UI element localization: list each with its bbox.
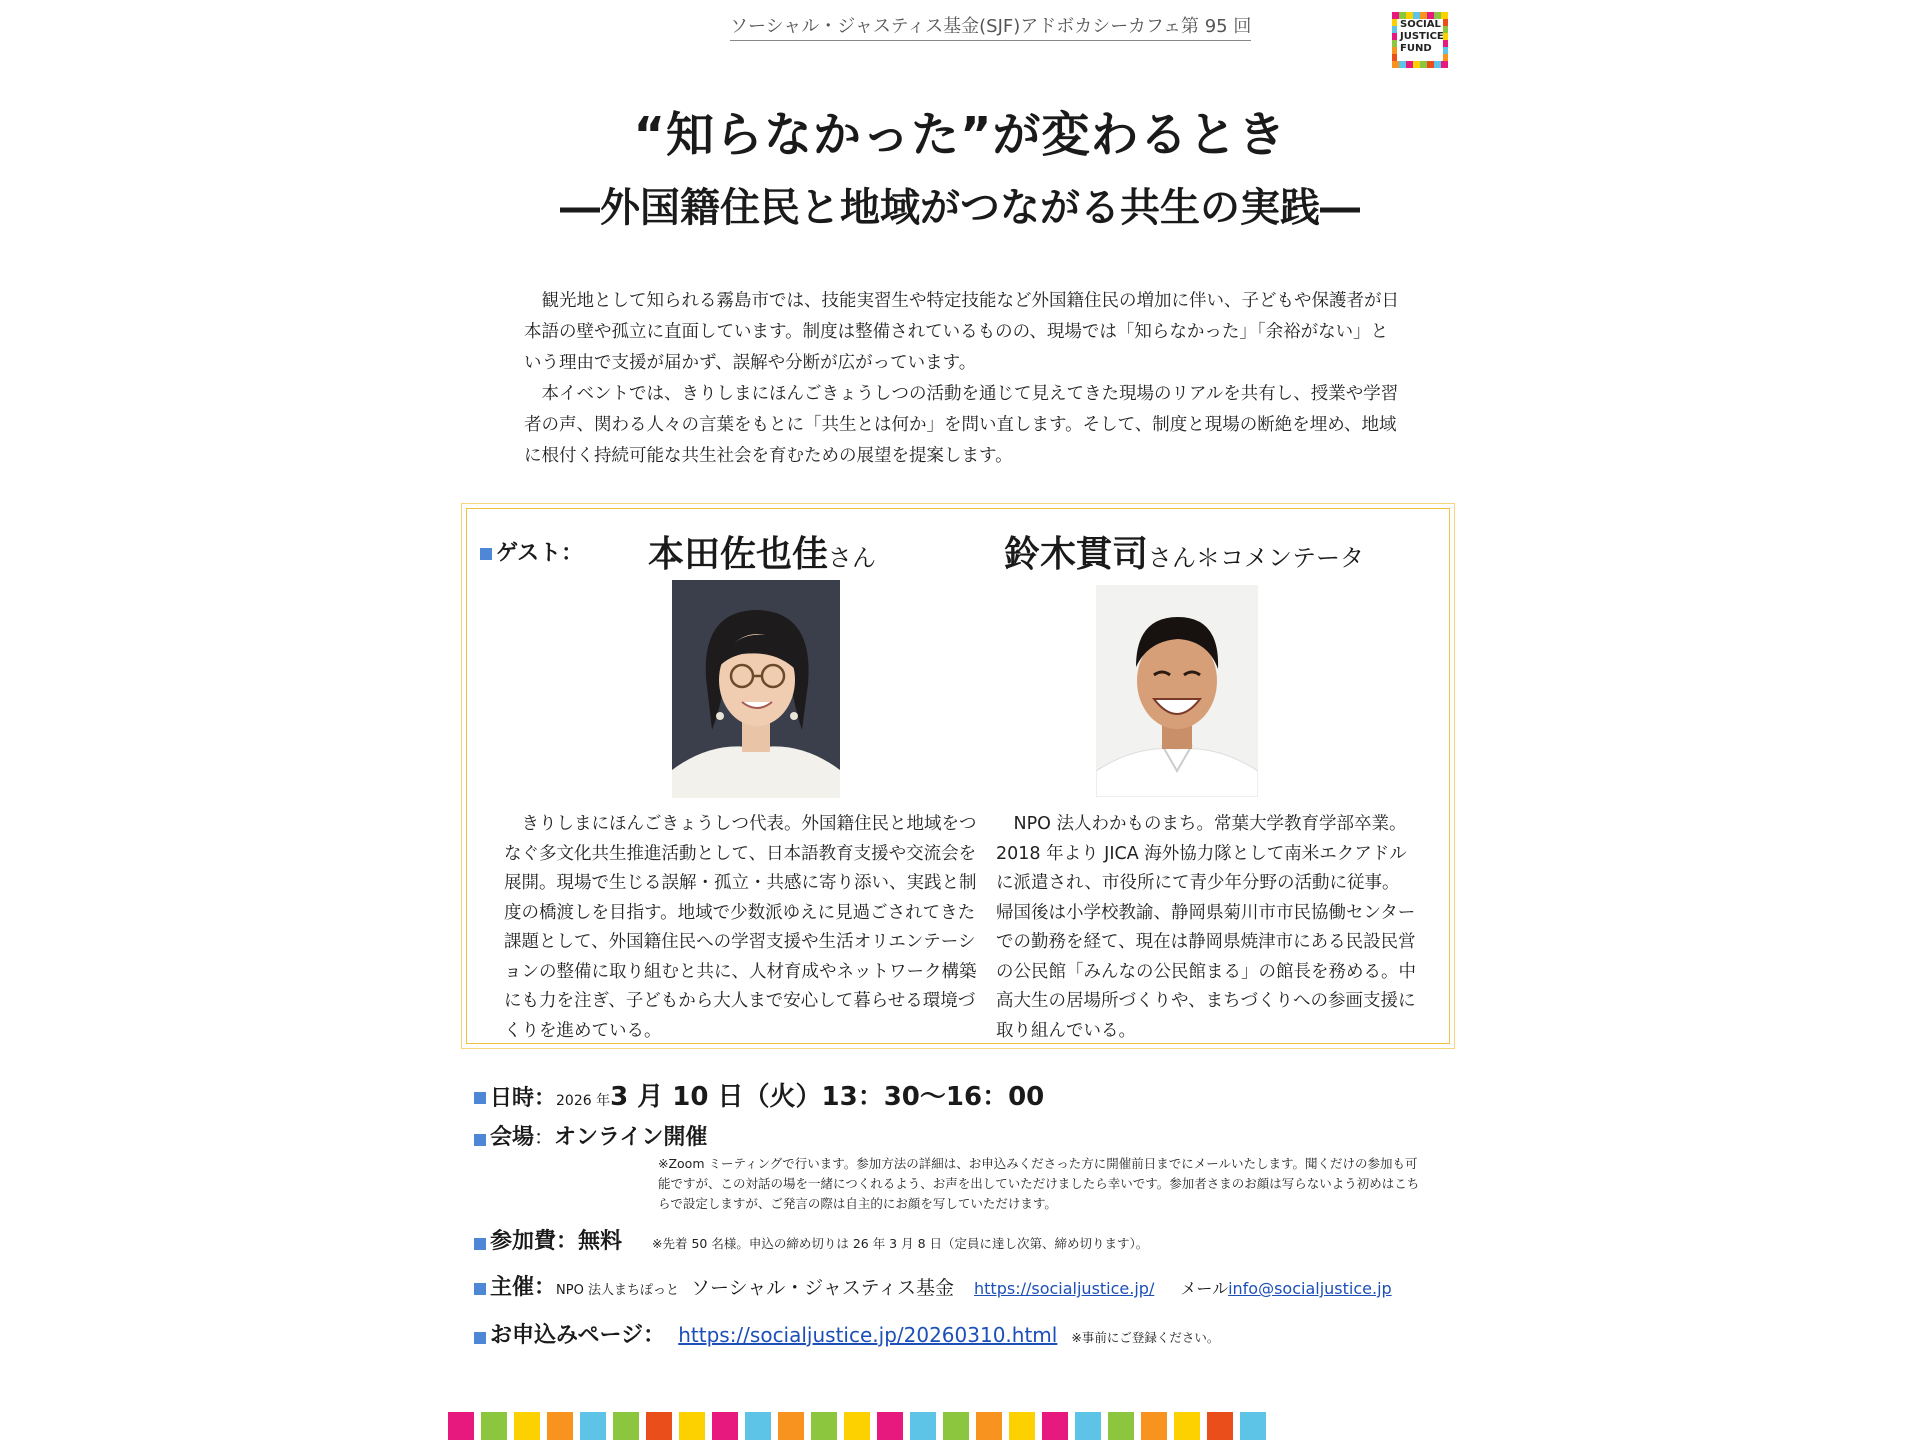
color-strip-block [646, 1412, 672, 1440]
intro-paragraph: 本イベントでは、きりしまにほんごきょうしつの活動を通じて見えてきた現場のリアルを共有し、授業や学習者の声、関わる人々の言葉をもとに「共生とは何か」を問い直します。そして、制度と現場の断絶を埋め、地域に根付く持続可能な共生社会を育むための展望を提案します。 [524, 384, 1399, 466]
color-strip-block [877, 1412, 903, 1440]
event-date-row [474, 1076, 1044, 1113]
bullet-square-icon [474, 1283, 486, 1295]
apply-row [474, 1318, 1219, 1349]
apply-page-link[interactable]: https://socialjustice.jp/20260310.html [678, 1323, 1058, 1347]
bullet-square-icon [480, 548, 492, 560]
date-year: 2026 年 [556, 1093, 611, 1109]
guest2-photo [1096, 585, 1258, 797]
date-value: 3 月 10 日（火）13：30～16：00 [610, 1082, 1045, 1112]
color-strip-block [910, 1412, 936, 1440]
apply-label: お申込みページ： [490, 1323, 666, 1348]
color-strip-block [481, 1412, 507, 1440]
fee-label: 参加費：無料 [490, 1229, 623, 1254]
bullet-square-icon [474, 1332, 486, 1344]
fee-row [474, 1224, 1148, 1255]
fee-note: ※先着 50 名様。申込の締め切りは 26 年 3 月 8 日（定員に達し次第、締め切ります）。 [652, 1236, 1149, 1251]
date-label: 日時： [490, 1086, 557, 1111]
color-strip-block [448, 1412, 474, 1440]
bullet-square-icon [474, 1134, 486, 1146]
mail-label: メール [1180, 1279, 1229, 1298]
color-strip-block [1240, 1412, 1266, 1440]
guest1-honorific: さん [828, 544, 877, 572]
organizer-row [474, 1270, 1392, 1301]
color-strip-block [1207, 1412, 1233, 1440]
co-organizer: NPO 法人まちぽっと [556, 1283, 679, 1298]
organizer-email-link[interactable]: info@socialjustice.jp [1228, 1279, 1392, 1298]
zoom-note: ※Zoom ミーティングで行います。参加方法の詳細は、お申込みくださった方に開催前日までにメールいたします。聞くだけの参加も可能ですが、この対話の場を一緒につくれるよう、お声を出していただけましたら幸いです。参加者さまのお顔は写らないよう初めはこちらで設定しますが、ご発言の際は自主的にお顔を写していただけます。 [658, 1156, 1420, 1211]
guest2-name-text: 鈴木貫司 [1004, 534, 1149, 575]
event-series-header: ソーシャル・ジャスティス基金(SJF)アドボカシーカフェ第 95 回 [730, 12, 1251, 41]
decorative-color-strip [448, 1412, 1273, 1440]
color-strip-block [580, 1412, 606, 1440]
color-strip-block [976, 1412, 1002, 1440]
guest1-bio [504, 810, 984, 1046]
guest1-bio-text: きりしまにほんごきょうしつ代表。外国籍住民と地域をつなぐ多文化共生推進活動として、日本語教育支援や交流会を展開。現場で生じる誤解・孤立・共感に寄り添い、実践と制度の橋渡しを目指す。地域で少数派ゆえに見過ごされてきた課題として、外国籍住民への学習支援や生活オリエンテーションの整備に取り組むと共に、人材育成やネットワーク構築にも力を注ぎ、子どもから大人まで安心して暮らせる環境づくりを進めている。 [504, 814, 977, 1041]
venue-separator: ： [534, 1125, 555, 1149]
main-title: “知らなかった”が変わるとき [633, 107, 1287, 163]
color-strip-block [613, 1412, 639, 1440]
venue-row [474, 1120, 707, 1151]
sub-title: ―外国籍住民と地域がつながる共生の実践― [560, 185, 1360, 231]
guest-label-text: ゲスト： [496, 541, 584, 566]
color-strip-block [811, 1412, 837, 1440]
color-strip-block [1042, 1412, 1068, 1440]
logo-line-3: FUND [1400, 43, 1432, 54]
color-strip-block [1009, 1412, 1035, 1440]
color-strip-block [547, 1412, 573, 1440]
color-strip-block [514, 1412, 540, 1440]
guest2-bio [996, 810, 1416, 1046]
social-justice-fund-logo [1392, 12, 1452, 68]
guest1-name [648, 526, 876, 577]
color-strip-block [1108, 1412, 1134, 1440]
color-strip-block [679, 1412, 705, 1440]
guest1-name-text: 本田佐也佳 [648, 534, 829, 575]
color-strip-block [943, 1412, 969, 1440]
bullet-square-icon [474, 1092, 486, 1104]
color-strip-block [1141, 1412, 1167, 1440]
color-strip-block [778, 1412, 804, 1440]
intro-paragraph: 観光地として知られる霧島市では、技能実習生や特定技能など外国籍住民の増加に伴い、子どもや保護者が日本語の壁や孤立に直面しています。制度は整備されているものの、現場では「知らなかった」「余裕がない」という理由で支援が届かず、誤解や分断が広がっています。 [524, 291, 1399, 373]
guest1-photo [672, 580, 840, 798]
color-strip-block [712, 1412, 738, 1440]
organizer-website-link[interactable]: https://socialjustice.jp/ [974, 1279, 1155, 1298]
logo-line-1: SOCIAL [1400, 19, 1441, 30]
guest-label [480, 536, 583, 567]
color-strip-block [745, 1412, 771, 1440]
organizer-label: 主催： [490, 1275, 557, 1300]
venue-value: オンライン開催 [554, 1125, 708, 1150]
guest2-honorific: さん＊コメンテータ [1148, 544, 1365, 572]
apply-note: ※事前にご登録ください。 [1071, 1330, 1220, 1345]
logo-line-2: JUSTICE [1400, 31, 1444, 42]
guest2-name [1004, 526, 1364, 577]
logo-text [1400, 19, 1444, 55]
color-strip-block [1174, 1412, 1200, 1440]
color-strip-block [1075, 1412, 1101, 1440]
color-strip-block [844, 1412, 870, 1440]
bullet-square-icon [474, 1238, 486, 1250]
venue-label: 会場 [490, 1125, 535, 1150]
intro-text [524, 286, 1404, 472]
guest2-bio-text: NPO 法人わかものまち。常葉大学教育学部卒業。2018 年より JICA 海外協力隊として南米エクアドルに派遣され、市役所にて青少年分野の活動に従事。帰国後は小学校教諭、静岡県菊川市市民協働センターでの勤務を経て、現在は静岡県焼津市にある民設民営の公民館「みんなの公民館まる」の館長を務める。中高大生の居場所づくりや、まちづくりへの参画支援に取り組んでいる。 [996, 814, 1416, 1041]
organizer-name: ソーシャル・ジャスティス基金 [691, 1277, 954, 1299]
